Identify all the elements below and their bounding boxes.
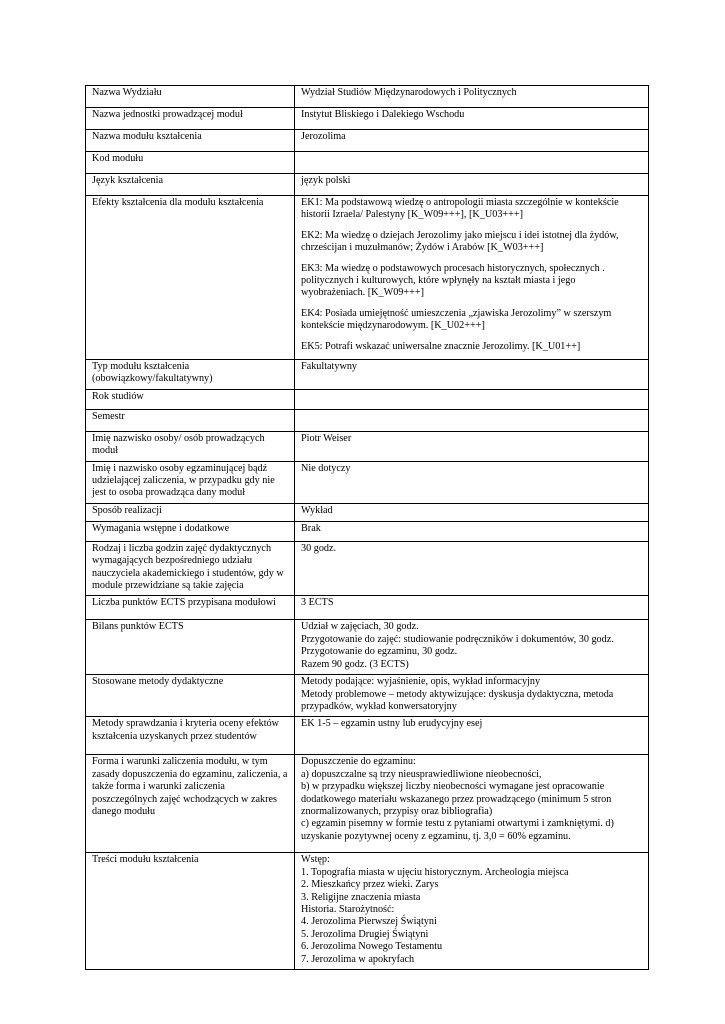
value-line: Instytut Bliskiego i Dalekiego Wschodu	[301, 109, 465, 120]
value-line: 3 ECTS	[301, 597, 334, 609]
row-label: Sposób realizacji	[86, 503, 295, 521]
row-label: Semestr	[86, 409, 295, 431]
learning-outcome: EK2: Ma wiedzę o dziejach Jerozolimy jako miejscu i idei istotnej dla żydów, chrześcijan i muzułmanów; Żydów i Arabów [K_W03+++]	[301, 229, 619, 254]
value-line: Historia. Starożytność:	[301, 903, 395, 915]
value-line: Dopuszczenie do egzaminu:	[301, 756, 416, 768]
table-row	[86, 86, 649, 108]
value-line: 1. Topografia miasta w ujęciu historycznym. Archeologia miejsca	[301, 866, 569, 878]
table-row	[86, 755, 649, 853]
value-line: Wstęp:	[301, 854, 330, 866]
row-label: Stosowane metody dydaktyczne	[86, 675, 295, 717]
value-line: Piotr Weiser	[301, 432, 352, 444]
row-label: Język kształcenia	[86, 174, 295, 196]
row-label: Imię i nazwisko osoby egzaminującej bądź udzielającej zaliczenia, w przypadku gdy nie jest to osoba prowadząca dany moduł	[86, 461, 295, 503]
value-line: a) dopuszczalne są trzy nieusprawiedliwione nieobecności,	[301, 768, 542, 780]
row-label: Treści modułu kształcenia	[86, 853, 295, 970]
value-line: 3. Religijne znaczenia miasta	[301, 891, 421, 903]
row-label: Rok studiów	[86, 389, 295, 409]
row-label: Typ modułu kształcenia (obowiązkowy/fakultatywny)	[86, 360, 295, 390]
table-row	[86, 521, 649, 541]
value-line: język polski	[301, 175, 351, 186]
value-line: Udział w zajęciach, 30 godz.	[301, 621, 419, 633]
table-row	[86, 152, 649, 174]
value-line: Metody podające: wyjaśnienie, opis, wykład informacyjny	[301, 676, 541, 688]
row-label: Nazwa Wydziału	[86, 86, 295, 108]
table-row	[86, 130, 649, 152]
row-value	[295, 152, 649, 174]
row-value	[295, 541, 649, 596]
value-line: 30 godz.	[301, 542, 337, 554]
table-row	[86, 541, 649, 596]
table-row	[86, 461, 649, 503]
table-row	[86, 409, 649, 431]
row-label: Metody sprawdzania i kryteria oceny efektów kształcenia uzyskanych przez studentów	[86, 717, 295, 755]
row-label: Liczba punktów ECTS przypisana modułowi	[86, 596, 295, 620]
value-line: Jerozolima	[301, 131, 346, 142]
row-label: Imię nazwisko osoby/ osób prowadzących moduł	[86, 431, 295, 461]
value-line: c) egzamin pisemny w formie testu z pytaniami otwartymi i zamkniętymi. d) uzyskanie pozytywnej oceny z egzaminu, tj. 3,0 = 60% egzaminu.	[301, 818, 614, 842]
table-row	[86, 389, 649, 409]
value-line: Przygotowanie do zajęć: studiowanie podręczników i dokumentów, 30 godz.	[301, 633, 614, 645]
learning-outcome: EK5: Potrafi wskazać uniwersalne znacznie Jerozolimy. [K_U01++]	[301, 340, 581, 352]
table-row	[86, 596, 649, 620]
value-line: Razem 90 godz. (3 ECTS)	[301, 658, 409, 670]
row-label: Kod modułu	[86, 152, 295, 174]
value-line: Nie dotyczy	[301, 462, 351, 474]
row-value	[295, 755, 649, 853]
row-value	[295, 596, 649, 620]
learning-outcome: EK3: Ma wiedzę o podstawowych procesach historycznych, społecznych . politycznych i kulturowych, które wpłynęły na kształt miasta i jego wyobrażeniach. [K_W09+++]	[301, 262, 605, 299]
row-value	[295, 717, 649, 755]
table-row	[86, 196, 649, 360]
module-table-body	[86, 86, 649, 970]
row-value	[295, 461, 649, 503]
row-value	[295, 86, 649, 108]
value-line: Wykład	[301, 504, 333, 516]
table-row	[86, 620, 649, 675]
learning-outcome: EK4: Posiada umiejętność umieszczenia „zjawiska Jerozolimy” w szerszym kontekście międzynarodowym. [K_U02+++]	[301, 307, 612, 332]
row-value	[295, 108, 649, 130]
row-label: Nazwa modułu kształcenia	[86, 130, 295, 152]
table-row	[86, 431, 649, 461]
table-row	[86, 108, 649, 130]
row-value	[295, 431, 649, 461]
table-row	[86, 853, 649, 970]
value-line: 5. Jerozolima Drugiej Świątyni	[301, 928, 429, 940]
row-value	[295, 853, 649, 970]
row-value	[295, 409, 649, 431]
row-value	[295, 503, 649, 521]
value-line: Przygotowanie do egzaminu, 30 godz.	[301, 646, 458, 658]
table-row	[86, 675, 649, 717]
learning-outcome: EK1: Ma podstawową wiedzę o antropologii miasta szczególnie w kontekście historii Izraela/ Palestyny [K_W09+++], [K_U03+++]	[301, 197, 619, 221]
value-line: b) w przypadku większej liczby nieobecności wymagane jest opracowanie dodatkowego materiału wskazanego przez prowadzącego (minimum 5 stron znormalizowanych, przypisy oraz bibliografia)	[301, 781, 612, 817]
table-row	[86, 360, 649, 390]
row-value	[295, 521, 649, 541]
row-label: Bilans punktów ECTS	[86, 620, 295, 675]
value-line: Metody problemowe – metody aktywizujące: dyskusja dydaktyczna, metoda przypadków, wykład konwersatoryjny	[301, 688, 614, 712]
value-line: Fakultatywny	[301, 361, 358, 372]
table-row	[86, 174, 649, 196]
row-label: Efekty kształcenia dla modułu kształcenia	[86, 196, 295, 360]
row-value	[295, 130, 649, 152]
row-value	[295, 196, 649, 360]
row-label: Nazwa jednostki prowadzącej moduł	[86, 108, 295, 130]
value-line: 4. Jerozolima Pierwszej Świątyni	[301, 916, 437, 928]
value-line: 2. Mieszkańcy przez wieki. Zarys	[301, 879, 439, 891]
row-label: Rodzaj i liczba godzin zajęć dydaktycznych wymagających bezpośredniego udziału nauczyciela akademickiego i studentów, gdy w module przewidziane są takie zajęcia	[86, 541, 295, 596]
row-value	[295, 620, 649, 675]
row-value	[295, 174, 649, 196]
table-row	[86, 717, 649, 755]
value-line: Brak	[301, 522, 321, 534]
table-row	[86, 503, 649, 521]
row-value	[295, 389, 649, 409]
row-label: Forma i warunki zaliczenia modułu, w tym zasady dopuszczenia do egzaminu, zaliczenia, a także forma i warunki zaliczenia poszczególnych zajęć wchodzących w zakres danego modułu	[86, 755, 295, 853]
value-line: 7. Jerozolima w apokryfach	[301, 953, 415, 965]
row-value	[295, 675, 649, 717]
value-line: EK 1-5 – egzamin ustny lub erudycyjny esej	[301, 718, 483, 730]
row-value	[295, 360, 649, 390]
module-description-table	[85, 85, 649, 970]
row-label: Wymagania wstępne i dodatkowe	[86, 521, 295, 541]
value-line: 6. Jerozolima Nowego Testamentu	[301, 941, 443, 953]
value-line: Wydział Studiów Międzynarodowych i Politycznych	[301, 87, 517, 98]
